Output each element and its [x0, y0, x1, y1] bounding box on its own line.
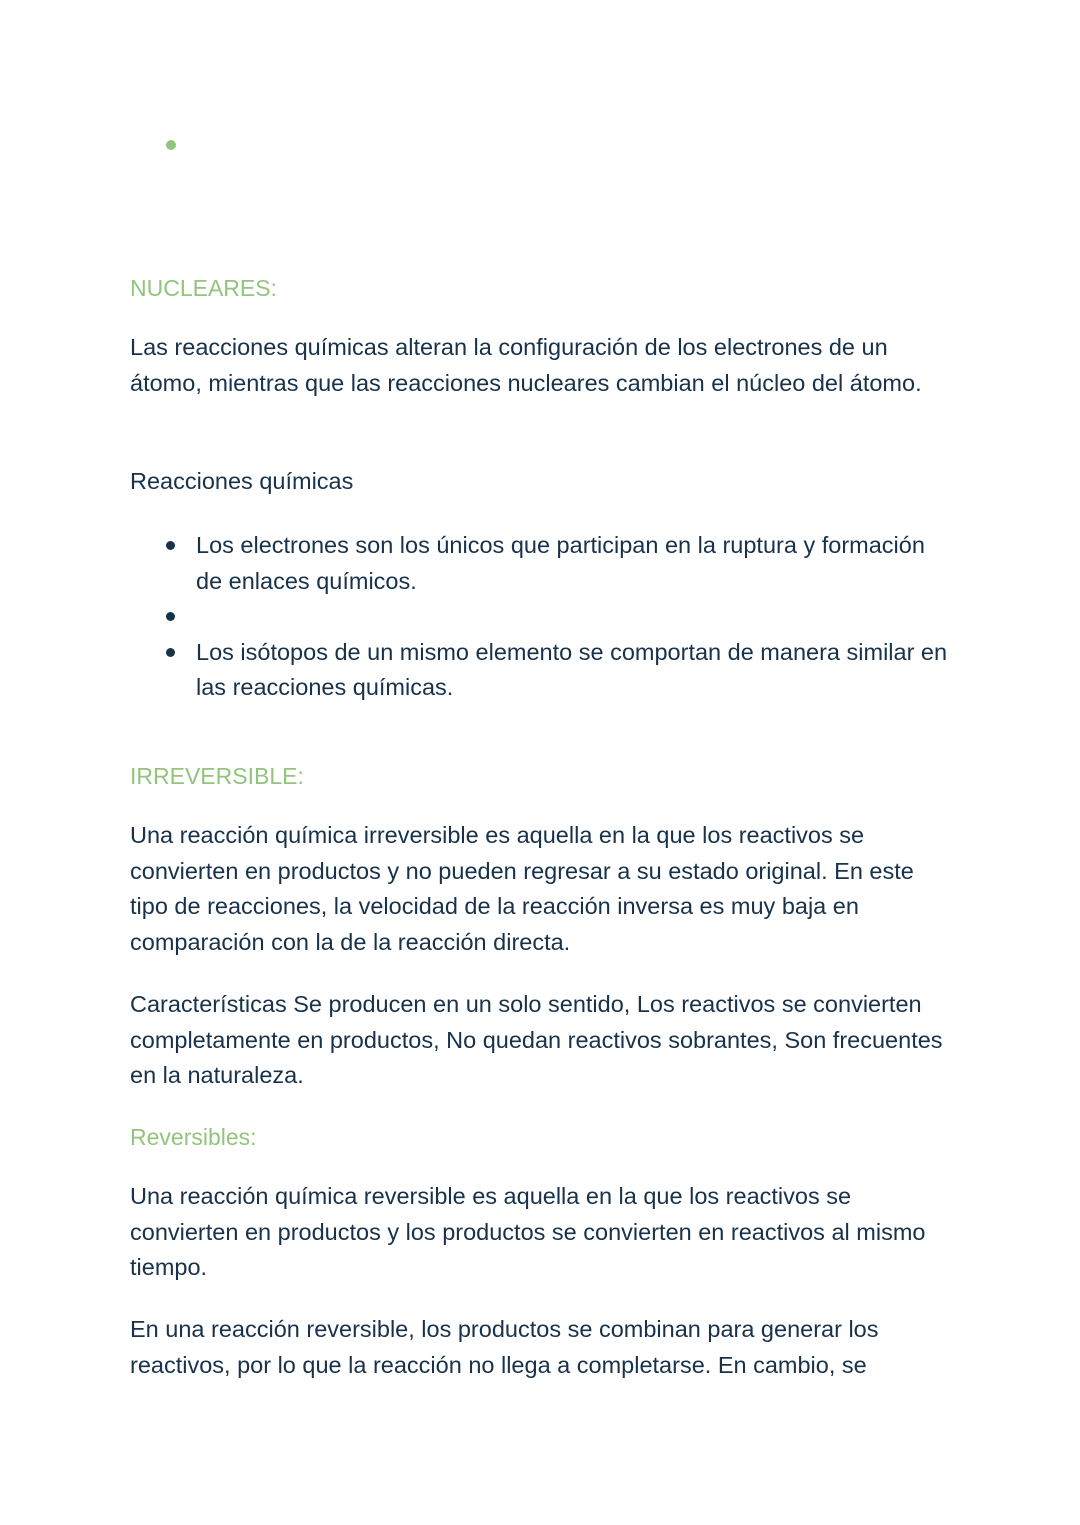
- paragraph-irreversible-definition: Una reacción química irreversible es aquella en la que los reactivos se convierten en productos y no pueden regresar a su estado original. En este tipo de reacciones, la velocidad de la reacción inversa es muy baja en comparación con la de la reacción directa.: [130, 822, 914, 955]
- list-item: [130, 528, 950, 599]
- paragraph-reversibles-detail: En una reacción reversible, los productos se combinan para generar los reactivos, por lo que la reacción no llega a completarse. En cambio, se: [130, 1316, 879, 1378]
- paragraph-nucleares: Las reacciones químicas alteran la configuración de los electrones de un átomo, mientras que las reacciones nucleares cambian el núcleo del átomo.: [130, 334, 922, 396]
- top-bullet-icon: [166, 140, 176, 150]
- paragraph-irreversible-caracteristicas: Características Se producen en un solo sentido, Los reactivos se convierten completamente en productos, No quedan reactivos sobrantes, Son frecuentes en la naturaleza.: [130, 991, 943, 1088]
- bullet-icon: [166, 648, 175, 657]
- list-item: [130, 635, 950, 706]
- list-item-text: Los isótopos de un mismo elemento se comportan de manera similar en las reacciones químicas.: [196, 638, 948, 700]
- heading-irreversible: IRREVERSIBLE:: [130, 763, 304, 789]
- bullet-list-reacciones-quimicas: [130, 528, 950, 706]
- heading-nucleares: NUCLEARES:: [130, 275, 277, 301]
- subheading-reacciones-quimicas: Reacciones químicas: [130, 468, 354, 494]
- bullet-icon: [166, 612, 175, 621]
- list-item-text: Los electrones son los únicos que participan en la ruptura y formación de enlaces químicos.: [196, 532, 925, 594]
- paragraph-reversibles-definition: Una reacción química reversible es aquella en la que los reactivos se convierten en productos y los productos se convierten en reactivos al mismo tiempo.: [130, 1183, 926, 1280]
- bullet-icon: [166, 541, 175, 550]
- heading-reversibles: Reversibles:: [130, 1124, 257, 1150]
- list-item: [130, 599, 950, 635]
